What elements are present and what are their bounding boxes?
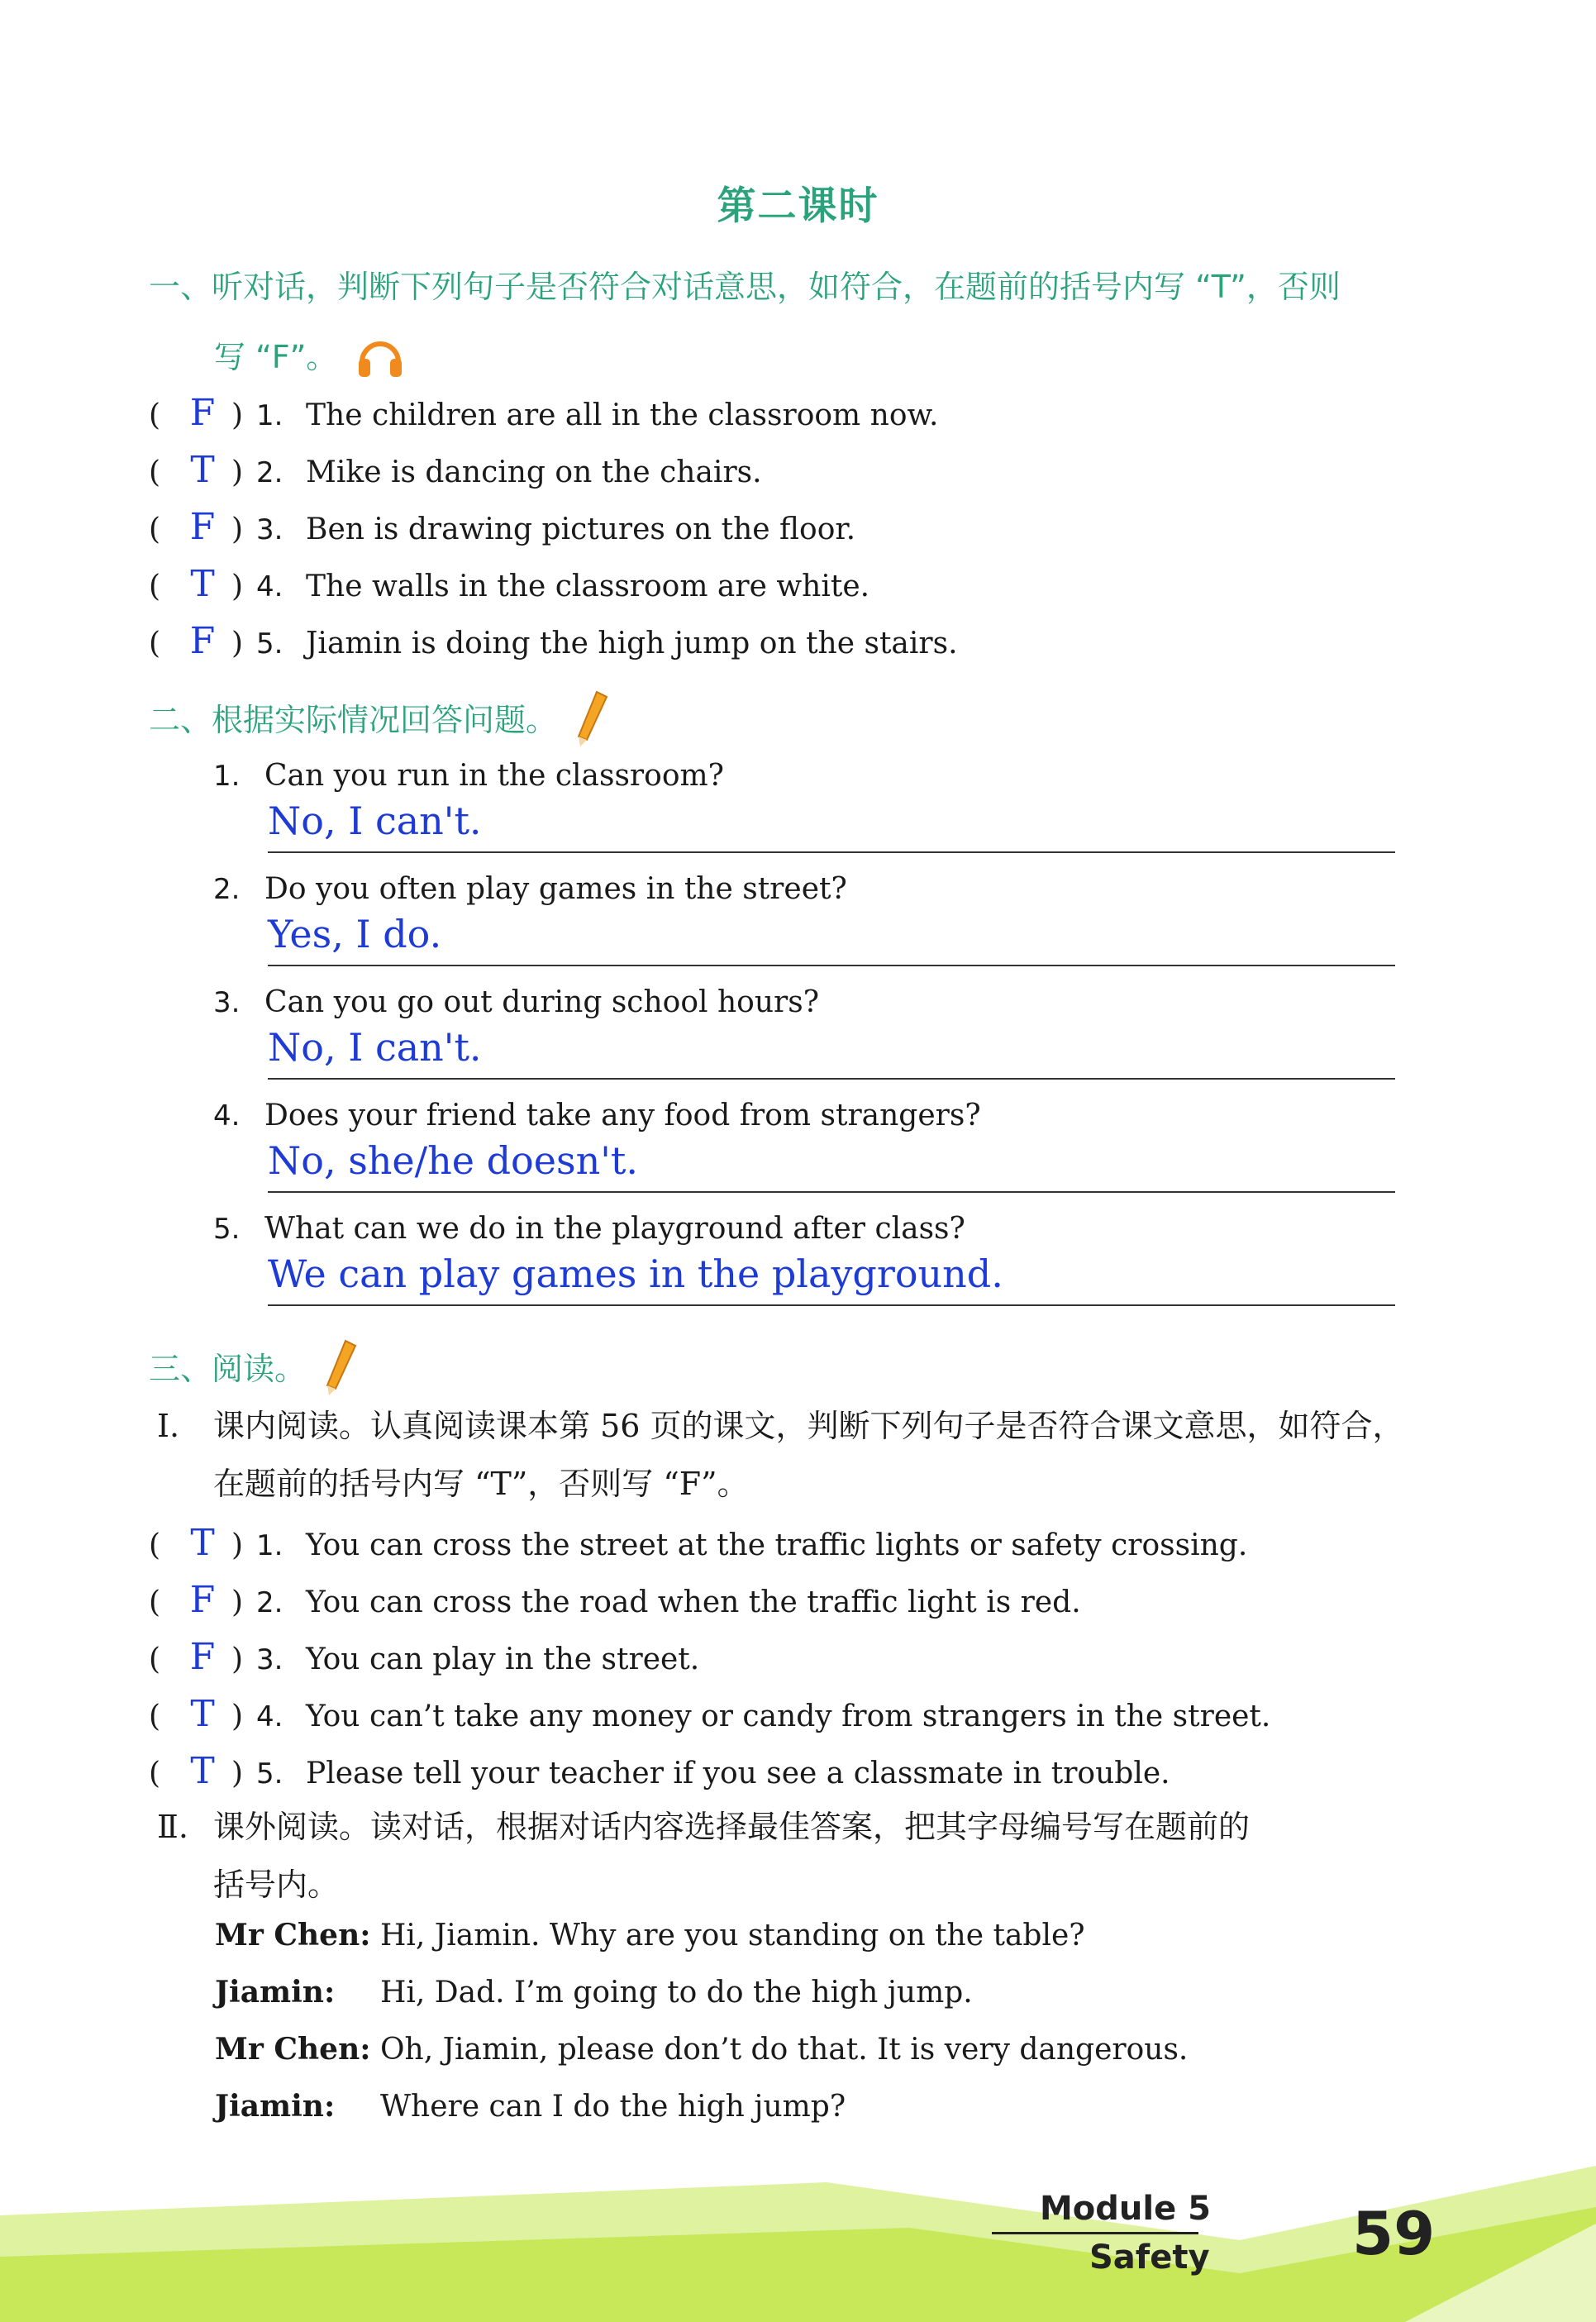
dialogue-line: Jiamin: Hi, Dad. I’m going to do the high jump. [215,1975,973,2010]
answer-mark: T [190,563,215,605]
question: 1. Can you run in the classroom? [213,759,724,793]
headphones-icon [355,332,405,386]
list-item: ( T ) 4. You can’t take any money or candy from strangers in the street. [149,1693,1271,1735]
list-item: ( T ) 4. The walls in the classroom are white. [149,563,870,605]
pencil-icon [324,1339,357,1403]
written-answer: No, I can't. [268,799,482,843]
answer-line [268,1078,1395,1080]
dialogue-line: Jiamin: Where can I do the high jump? [215,2089,846,2124]
written-answer: No, I can't. [268,1025,482,1070]
written-answer: We can play games in the playground. [268,1252,1003,1296]
answer-mark: T [190,1750,215,1792]
section2-heading: 二、根据实际情况回答问题。 [149,690,608,754]
section1-heading-line2: 写 “F”。 [214,339,338,375]
list-item: ( F ) 2. You can cross the road when the traffic light is red. [149,1579,1081,1621]
answer-mark: T [190,1693,215,1735]
part1-instruction: Ⅰ. 课内阅读。认真阅读课本第 56 页的课文，判断下列句子是否符合课文意思，如符合， 在题前的括号内写 “T”，否则写 “F”。 [157,1408,1404,1502]
written-answer: No, she/he doesn't. [268,1138,638,1183]
section1-heading [149,261,1341,386]
question: 5. What can we do in the playground after class? [213,1212,965,1246]
question: 2. Do you often play games in the street? [213,872,847,906]
lesson-title: 第二课时 [717,184,879,229]
written-answer: Yes, I do. [268,912,442,956]
part2-instruction: Ⅱ. 课外阅读。读对话，根据对话内容选择最佳答案，把其字母编号写在题前的 括号内。 [157,1809,1251,1903]
list-item: ( T ) 1. You can cross the street at the traffic lights or safety crossing. [149,1522,1248,1564]
answer-line [268,1191,1395,1193]
list-item: ( F ) 1. The children are all in the classroom now. [149,392,939,434]
answer-mark: F [189,392,216,434]
dialogue-line: Mr Chen: Oh, Jiamin, please don’t do that. It is very dangerous. [215,2032,1189,2067]
module-label: Module 5 [1040,2190,1211,2228]
answer-line [268,1304,1395,1306]
pencil-icon [575,690,608,754]
footer-rule [992,2232,1198,2234]
list-item: ( T ) 5. Please tell your teacher if you see a classmate in trouble. [149,1750,1170,1792]
page-number: 59 [1352,2199,1436,2268]
list-item: ( T ) 2. Mike is dancing on the chairs. [149,449,762,491]
question: 3. Can you go out during school hours? [213,985,819,1019]
list-item: ( F ) 3. You can play in the street. [149,1636,700,1678]
answer-mark: F [189,620,216,662]
answer-mark: T [190,449,215,491]
section3-heading: 三、阅读。 [149,1339,357,1403]
dialogue-line: Mr Chen: Hi, Jiamin. Why are you standing on the table? [215,1918,1085,1952]
answer-mark: F [189,1579,216,1621]
list-item: ( F ) 5. Jiamin is doing the high jump on the stairs. [149,620,958,662]
list-item: ( F ) 3. Ben is drawing pictures on the floor. [149,506,856,548]
answer-mark: F [189,506,216,548]
question: 4. Does your friend take any food from strangers? [213,1099,981,1132]
answer-line [268,965,1395,966]
answer-line [268,851,1395,853]
answer-mark: F [189,1636,216,1678]
unit-label: Safety [1089,2239,1210,2277]
answer-mark: T [190,1522,215,1564]
section1-heading-line1: 一、听对话，判断下列句子是否符合对话意思，如符合，在题前的括号内写 “T”，否则 [149,269,1341,305]
